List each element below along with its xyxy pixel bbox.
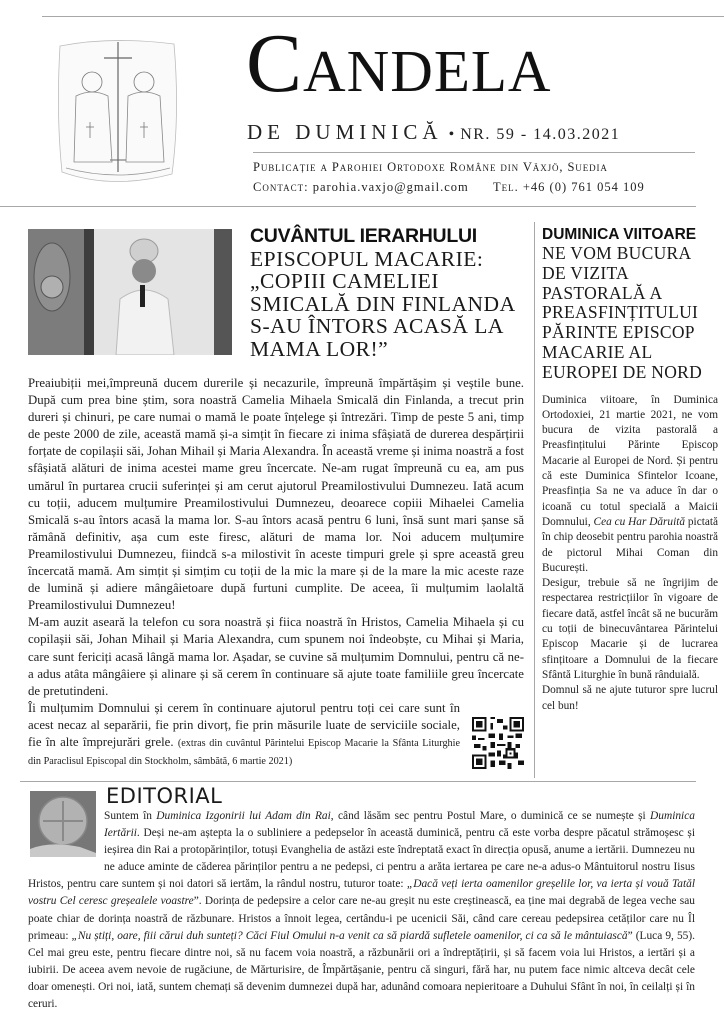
editorial-text: Suntem în [104, 810, 157, 822]
editorial-top-rule [20, 781, 696, 782]
qr-code-wrapper [466, 717, 524, 775]
masthead-subtitle: DE DUMINICĂ [247, 120, 443, 144]
main-article-headline: EPISCOPUL MACARIE: „COPIII CAMELIEI SMICALĂ DIN FINLANDA S-AU ÎNTORS ACASĂ LA MAMA LOR!” [250, 246, 515, 361]
masthead-rule [253, 152, 695, 153]
contact-line [253, 180, 645, 195]
issue-number-date: NR. 59 - 14.03.2021 [460, 126, 621, 143]
main-article-kicker: CUVÂNTUL IERARHULUI [250, 225, 477, 247]
publication-line: Publicație a Parohiei Ortodoxe Române din Växjö, Suedia [253, 160, 608, 174]
masthead-title-text: Candela [246, 17, 552, 110]
main-article-paragraph-text: Îi mulțumim Domnului și cerem în continuare ajutorul pentru toți cei care sunt în acest necaz al separării, fie prin divorț, fie prin măsurile luate de serviciile sociale, fie în alte împrejurări grele. [28, 700, 460, 749]
editorial-title: EDITORIAL [106, 784, 223, 808]
editorial-text: ”. Dorința de pedepsire a celor care ne-au greșit nu este creștinească, ea ține mai degrabă de legea veche sau poate chiar de dorința noastră de răzbunare. Hristos a înnoit legea, certându-i pe ucenicii Săi, când care cereau pedepsirea cetăților care nu Îl primeau: [28, 895, 695, 942]
sidebar-headline: NE VOM BUCURA DE VIZITA PASTORALĂ A PREASFINȚITULUI PĂRINTE EPISCOP MACARIE AL EUROPEI DE NORD [542, 243, 703, 382]
column-divider [534, 222, 535, 778]
main-article-paragraph: M-am auzit aseară la telefon cu sora noastră și fiica noastră în Hristos, Camelia Mihaela și cu copilașii săi, Johan Mihail și Maria Alexandra, cum spunem noi îndeobște, cu Mihai și Maria, care sunt fericiți acasă lângă mama lor. Așadar, se cuvine să mulțumim Domnului, pentru că ne-a adus atâta mângâiere și alinare și să cerem în continuare să ajute toate familiile greu încercate de pretutindeni. [28, 615, 524, 698]
masthead-title [246, 17, 552, 110]
editorial-italic: Duminica Iertării [104, 810, 695, 840]
main-article-body [28, 375, 524, 775]
bishop-photo-svg [28, 229, 232, 355]
editorial-quote: „Nu știți, oare, fiii cărui duh sunteți? Căci Fiul Omului n-a venit ca să piardă sufletele oamenilor, ci ca să le mântuiască [71, 929, 628, 942]
contact-email[interactable]: parohia.vaxjo@gmail.com [312, 180, 469, 194]
contact-label: Contact: [253, 180, 309, 194]
main-article-title [250, 225, 530, 360]
editorial-italic: Duminica Izgonirii lui Adam din Rai [156, 810, 331, 822]
editorial-quote: „Dacă veți ierta oamenilor greșelile lor, va ierta și vouă Tatăl vostru Cel ceresc greșealele voastre [28, 878, 696, 908]
sidebar-paragraph [542, 393, 718, 577]
editorial-text: ” (Luca 9, 55). Cel mai greu este, pentru fiecare dintre noi, să nu facem voia noastră, a răzbunării ori a îndreptățirii, și să facem voia lui Hristos, a iertări și a iubirii. De aceea avem nevoie de rugăciune, de Mărturisire, de Împărtășanie, pentru că singuri, fără har, nu putem face nimic altceva decât cele doar omenești. Ori noi, iată, suntem chemați să devenim dumnezei după har, adunând comoara nepieritoare a Duhului Sfânt în noi, în ceilalți și în ceruri. [28, 929, 695, 1011]
main-article-paragraph [28, 700, 524, 770]
sidebar-kicker: DUMINICA VIITOARE [542, 226, 697, 243]
header-bottom-rule [0, 206, 696, 207]
sidebar-paragraph: Domnul să ne ajute tuturor spre lucrul cel bun! [542, 684, 718, 712]
bishop-photo-icon [28, 229, 232, 355]
sidebar-p1-text: Duminica viitoare, în Duminica Ortodoxiei, 21 martie 2021, ne vom bucura de vizita pastorală a Preasfințitului Părinte Episcop Macarie al Europei de Nord. Și pentru că este Duminica Sfintelor Icoane, Preasfinția Sa ne va aduce în dar o icoană cu totul specială a Maicii Domnului, [542, 393, 718, 528]
editorial-text: , când lăsăm sec pentru Postul Mare, o duminică ce se numește și [330, 810, 651, 822]
editorial-body [28, 808, 695, 1013]
phone-number: +46 (0) 761 054 109 [522, 180, 645, 194]
qr-code-icon[interactable] [472, 717, 524, 769]
sidebar-icon-name: Cea cu Har Dăruită [593, 515, 686, 528]
saints-logo-icon [52, 34, 182, 190]
sidebar-p1-after: pictată în chip deosebit pentru parohia noastră de pictorul Mihai Coman din București. [542, 515, 719, 574]
sidebar-body [542, 393, 718, 714]
main-article-paragraph: Preaiubiții mei,împreună ducem durerile și necazurile, împreună împărtășim și veștile bune. După cum prea bine știm, sora noastră Camelia Mihaela Smicală din Finlanda, a trecut prin dureri și chinuri, pe care numai o mamă le poate înțelege și întrezări. Timp de peste 5 ani, timp de peste 2000 de zile, această mamă și-a simțit în fiecare zi inima sfâșiată de durerea despărțirii forțate de copilașii săi, Johan Mihail și Maria Alexandra. În această vreme și inima noastră a fost sfâșiată alături de inima acestei mame greu încercate. Ne-am rugat împreună cu ea, am pus umărul în purtarea crucii suferinței și am cerut ajutorul Preamilostivului Dumnezeu. Iată acum cu toții, aducem mulțumire Preamilostivului Dumnezeu, deoarece copiii Mihaelei Camelia Smicală s-au întors acasă la mama lor. S-au întors acasă pentru 6 luni, însă sunt mari șanse să rămână definitiv, așa cum este firesc, alături de mama lor. Noi aducem mulțumire Preamilostivului Dumnezeu, fiindcă s-a milostivit în aceste timpuri grele și spre această greu încercată mamă. Am simțit și simțim cu toții de la mic la mare și de la mare la mic aceste raze de lumină și adiere mângâietoare după furtuni cumplite. De aceea, îi mulțumim laolaltă Preamilostivului Dumnezeu! [28, 376, 524, 613]
editorial-text: . Deși ne-am aștepta la o subliniere a pedepselor în această duminică, pentru că este vorba despre păcatul strămoșesc și ieșirea din Rai a protopărinților, totuși Evanghelia de astăzi este îndreptată exact în direcția opusă, anume a iertării. Dumnezeu nu ne aduce aminte de căderea părinților pentru a ne pedepsi, ci pentru a arăta iertarea pe care ne-a adus-o Mântuitorul nostru Iisus Hristos, pentru care suntem și noi datori să iertăm, la rândul nostru, tuturor toate: [28, 827, 695, 891]
phone-label: Tel. [492, 180, 519, 194]
masthead-subline [247, 120, 620, 145]
bullet-separator: • [448, 126, 455, 143]
sidebar-paragraph: Desigur, trebuie să ne îngrijim de respectarea restricțiilor în vigoare de fiecare dată, astfel încât să ne bucurăm cu toții de binecuvântarea Părintelui Episcop Macarie și de lucrarea sfințitoare a Domnului de la fiecare Sfântă Liturghie în bună rânduială. [542, 577, 718, 681]
sidebar-article [542, 226, 718, 714]
main-article-source: (extras din cuvântul Părintelui Episcop Macarie la Sfânta Liturghie din Paraclisul Episcopal din Stockholm, sâmbătă, 6 martie 2021) [28, 737, 460, 768]
